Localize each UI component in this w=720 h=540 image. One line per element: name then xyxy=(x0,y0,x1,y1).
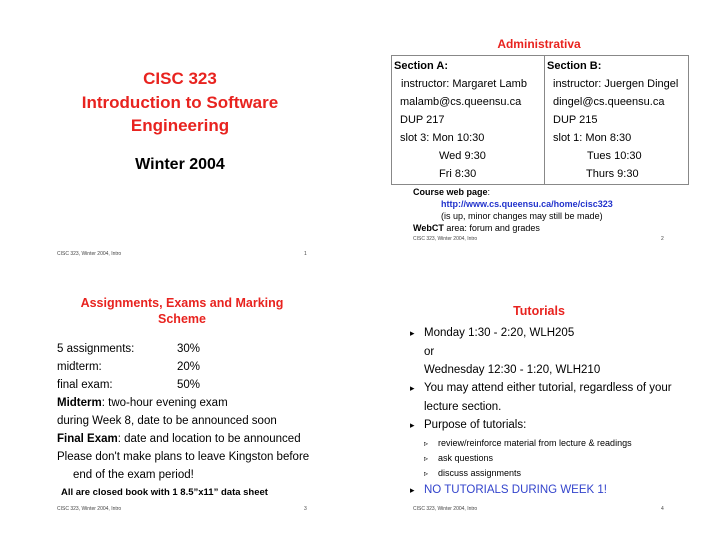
tutorial-item-4: ▸ NO TUTORIALS DURING WEEK 1! xyxy=(410,484,607,496)
tutorial-item-1b: Wednesday 12:30 - 1:20, WLH210 xyxy=(424,364,601,376)
sectionA-instructor: instructor: Margaret Lamb xyxy=(401,78,527,90)
tutorial-item-2b: lecture section. xyxy=(424,401,502,413)
tutorial-item-2: ▸ You may attend either tutorial, regardless of your xyxy=(410,382,672,394)
tutorial-item-3: ▸ Purpose of tutorials: xyxy=(410,419,527,431)
sectionA-email: malamb@cs.queensu.ca xyxy=(400,96,522,108)
slide2-title: Administrativa xyxy=(497,37,581,51)
sectionA-time-2: Wed 9:30 xyxy=(439,150,486,162)
week8-line: during Week 8, date to be announced soon xyxy=(57,415,277,427)
tutorial-or: or xyxy=(424,346,435,358)
sub-bullet-icon: ▹ xyxy=(424,454,429,463)
table-divider xyxy=(544,55,545,184)
sub-bullet-icon: ▹ xyxy=(424,469,429,478)
final-exam-line: Final Exam: date and location to be announced xyxy=(57,433,301,445)
bullet-pointer-icon: ▸ xyxy=(410,485,415,495)
slide1-footer: CISC 323, Winter 2004, Intro xyxy=(57,251,122,257)
slide1-title-line-1: CISC 323 xyxy=(143,69,217,88)
sectionB-email: dingel@cs.queensu.ca xyxy=(553,96,665,108)
slide3-title-line-1: Assignments, Exams and Marking xyxy=(80,296,284,310)
slide4-title: Tutorials xyxy=(513,304,565,318)
slide3-title-line-2: Scheme xyxy=(158,312,206,326)
slide1-title-line-2: Introduction to Software xyxy=(81,93,279,112)
grade-row-assignments: 5 assignments: 30% xyxy=(57,343,201,355)
sectionB-slot: slot 1: Mon 8:30 xyxy=(553,132,632,144)
sub-bullet-icon: ▹ xyxy=(424,439,429,448)
sectionB-time-2: Tues 10:30 xyxy=(587,150,642,162)
course-web-page-label: Course web page: xyxy=(413,187,491,197)
sectionB-instructor: instructor: Juergen Dingel xyxy=(553,78,679,90)
sectionA-slot: slot 3: Mon 10:30 xyxy=(400,132,485,144)
sectionB-office: DUP 215 xyxy=(553,114,598,126)
bullet-pointer-icon: ▸ xyxy=(410,328,415,338)
sectionA-time-3: Fri 8:30 xyxy=(439,168,477,180)
slide1-term: Winter 2004 xyxy=(135,156,225,173)
slide3-page-number: 3 xyxy=(304,506,307,512)
slide2-page-number: 2 xyxy=(661,236,664,242)
sectionA-office: DUP 217 xyxy=(400,114,445,126)
plans-line-1: Please don't make plans to leave Kingston before xyxy=(57,451,310,463)
slide4-footer: CISC 323, Winter 2004, Intro xyxy=(413,506,478,512)
slide1-title-line-3: Engineering xyxy=(130,116,230,135)
midterm-line: Midterm: two-hour evening exam xyxy=(57,397,228,409)
closed-book-note: All are closed book with 1 8.5”x11” data sheet xyxy=(61,487,268,498)
course-url-link[interactable]: http://www.cs.queensu.ca/home/cisc323 xyxy=(441,199,613,209)
tutorial-sub-1: ▹ review/reinforce material from lecture & readings xyxy=(424,438,632,448)
slide3-footer: CISC 323, Winter 2004, Intro xyxy=(57,506,122,512)
slide2-footer: CISC 323, Winter 2004, Intro xyxy=(413,236,478,242)
web-page-note: (is up, minor changes may still be made) xyxy=(441,211,603,221)
sectionB-header: Section B: xyxy=(547,60,602,72)
webct-line: WebCT area: forum and grades xyxy=(413,223,540,233)
sectionA-header: Section A: xyxy=(394,60,448,72)
grade-row-final: final exam: 50% xyxy=(57,379,201,391)
bullet-pointer-icon: ▸ xyxy=(410,420,415,430)
tutorial-item-1: ▸ Monday 1:30 - 2:20, WLH205 xyxy=(410,327,575,339)
sectionB-time-3: Thurs 9:30 xyxy=(586,168,639,180)
tutorial-sub-3: ▹ discuss assignments xyxy=(424,468,522,478)
tutorial-sub-2: ▹ ask questions xyxy=(424,453,494,463)
slide4-page-number: 4 xyxy=(661,506,664,512)
slide1-page-number: 1 xyxy=(304,251,307,257)
bullet-pointer-icon: ▸ xyxy=(410,383,415,393)
plans-line-2: end of the exam period! xyxy=(73,469,194,481)
grade-row-midterm: midterm: 20% xyxy=(57,361,201,373)
